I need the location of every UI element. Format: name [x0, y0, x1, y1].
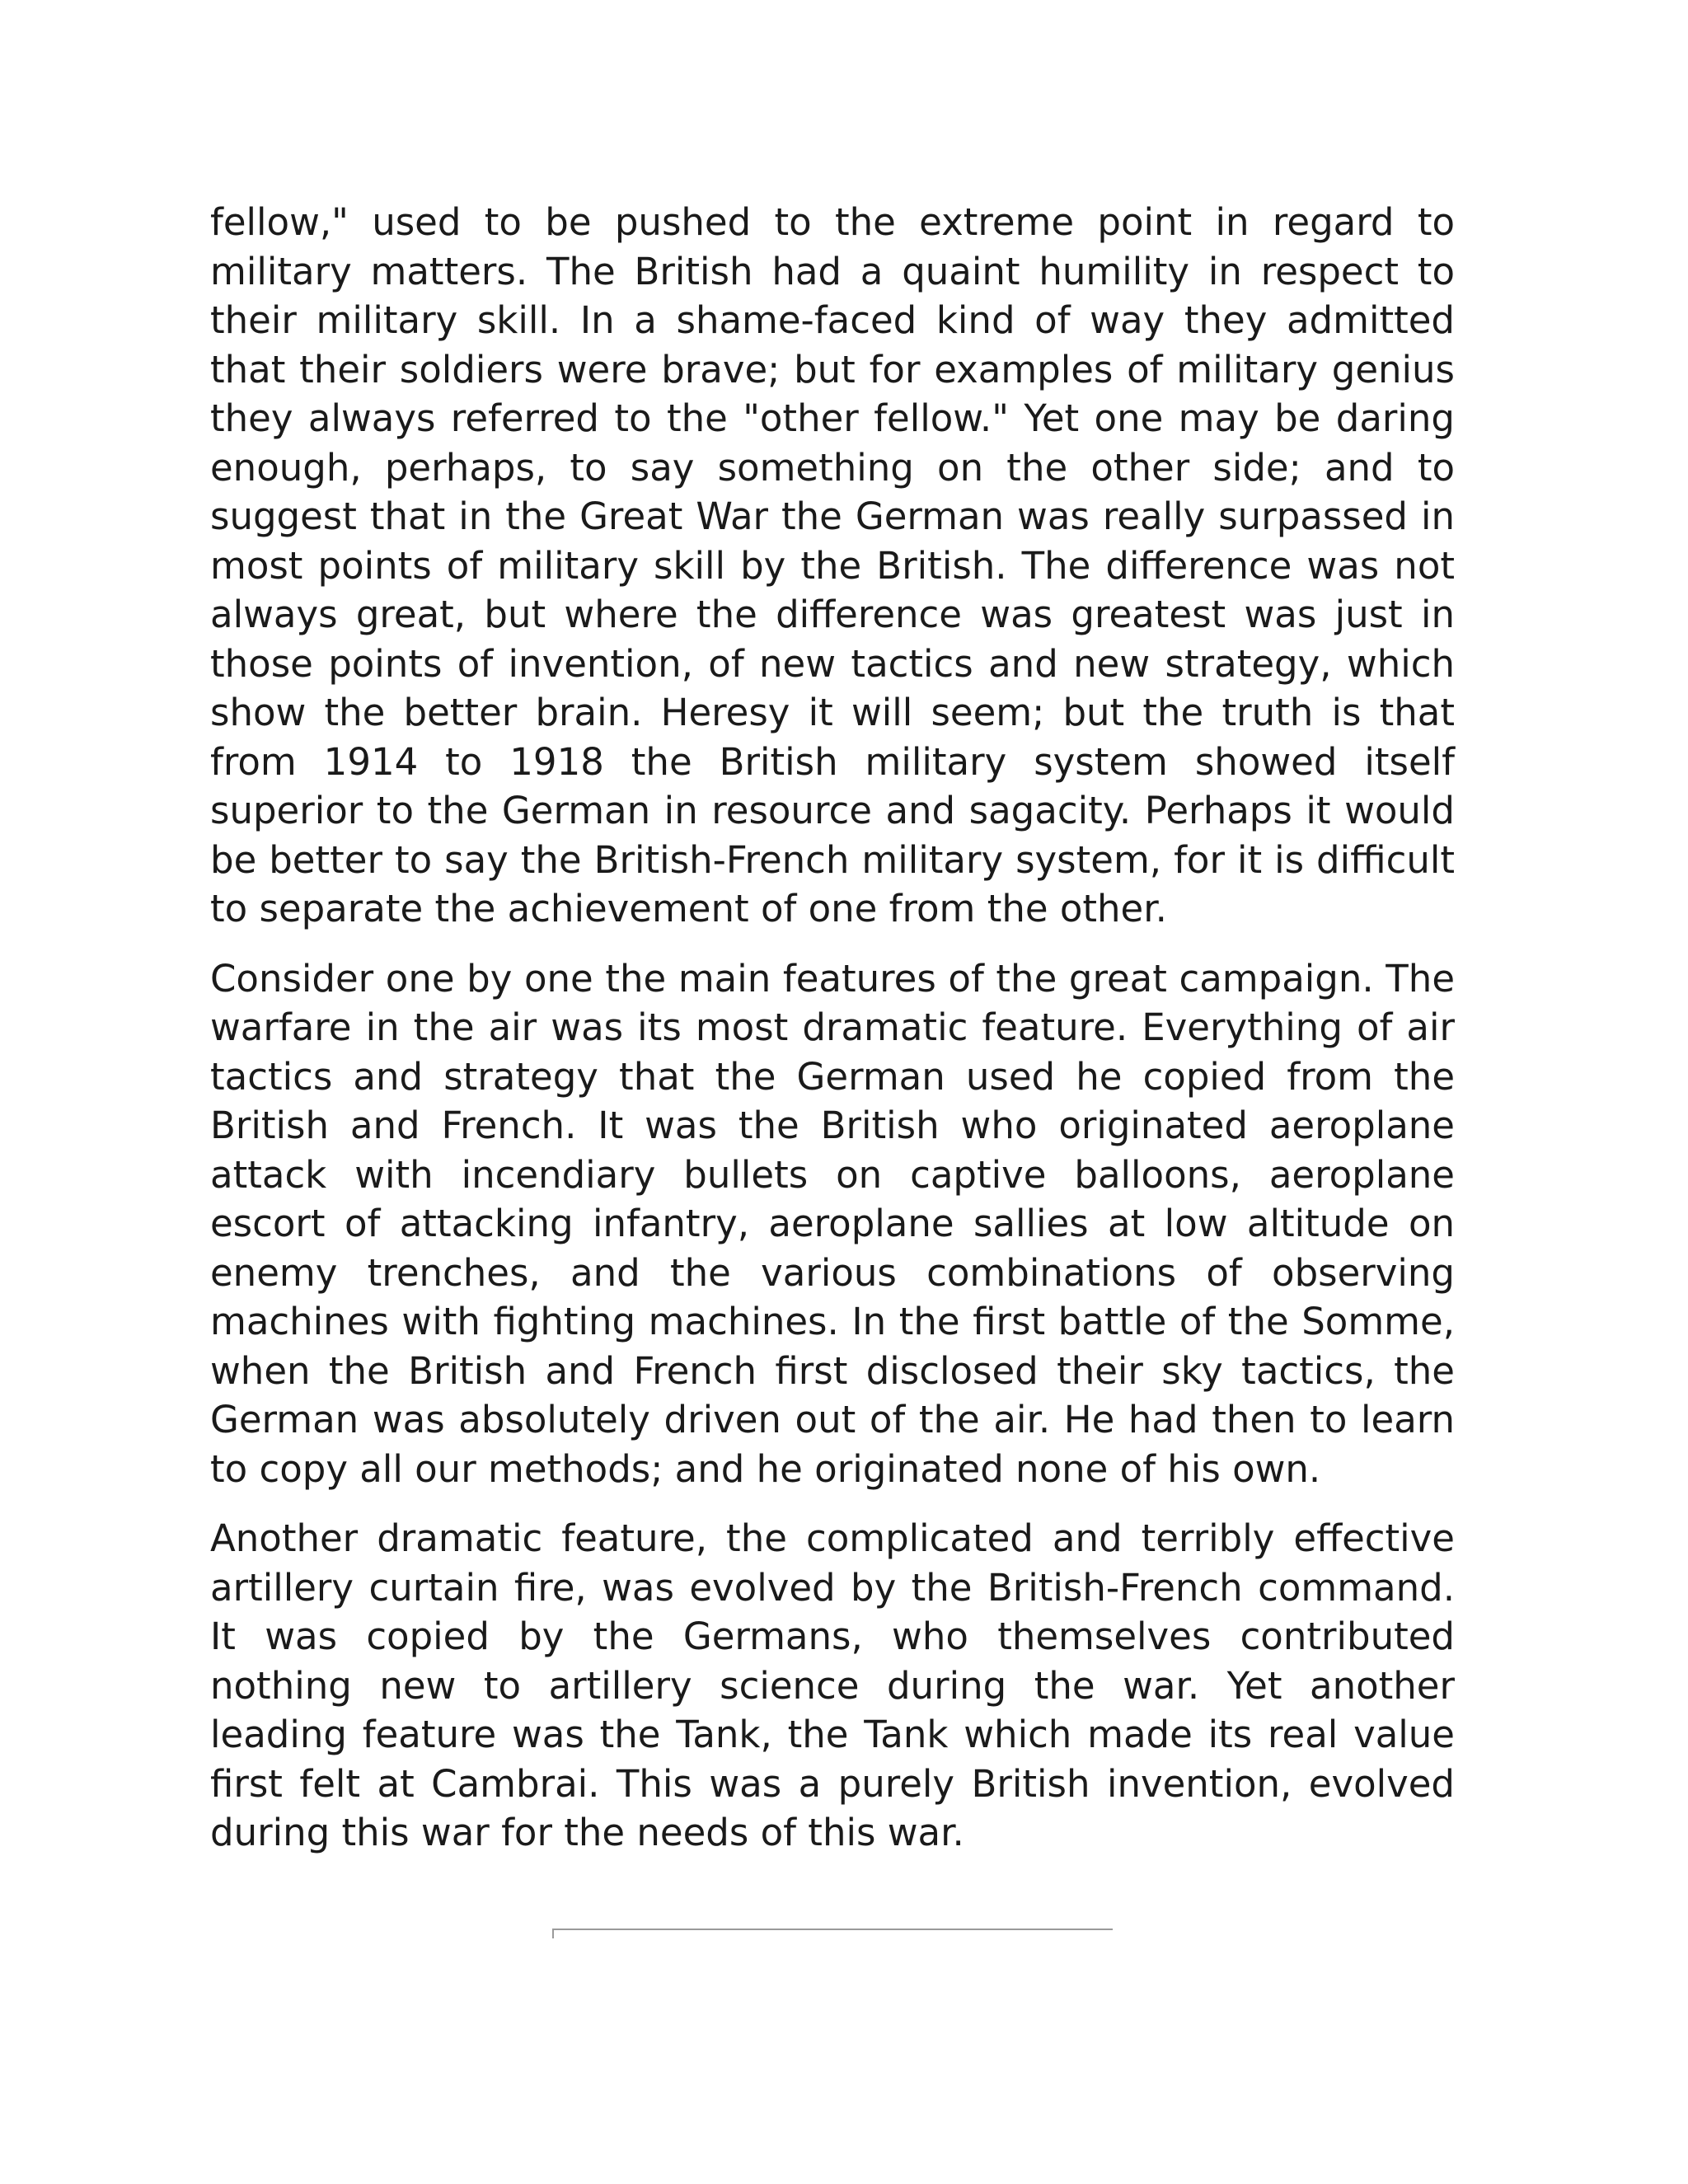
paragraph-2: Consider one by one the main features of the great campaign. The warfare in the air was its most dramatic feature. Everything of air tactics and strategy that the German used he copied from the British and French. It was the British who originated aeroplane attack with incendiary bullets on captive balloons, aeroplane escort of attacking infantry, aeroplane sallies at low altitude on enemy trenches, and the various combinations of observing machines with fighting machines. In the first battle of the Somme, when the British and French first disclosed their sky tactics, the German was absolutely driven out of the air. He had then to learn to copy all our methods; and he originated none of his own.: [210, 956, 1455, 1491]
paragraph-3: Another dramatic feature, the complicated and terribly effective artillery curtain fire, was evolved by the British-French command. It was copied by the Germans, who themselves contributed nothing new to artillery science during the war. Yet another leading feature was the Tank, the Tank which made its real value first felt at Cambrai. This was a purely British invention, evolved during this war for the needs of this war.: [210, 1516, 1455, 1854]
body-text: [210, 198, 1455, 1878]
section-divider: [552, 1929, 1113, 1930]
paragraph-1: fellow," used to be pushed to the extreme point in regard to military matters. The British had a quaint humility in respect to their military skill. In a shame-faced kind of way they admitted that their soldiers were brave; but for examples of military genius they always referred to the "other fellow." Yet one may be daring enough, perhaps, to say something on the other side; and to suggest that in the Great War the German was really surpassed in most points of military skill by the British. The difference was not always great, but where the difference was greatest was just in those points of invention, of new tactics and new strategy, which show the better brain. Heresy it will seem; but the truth is that from 1914 to 1918 the British military system showed itself superior to the German in resource and sagacity. Perhaps it would be better to say the British-French military system, for it is difficult to separate the achievement of one from the other.: [210, 200, 1455, 930]
